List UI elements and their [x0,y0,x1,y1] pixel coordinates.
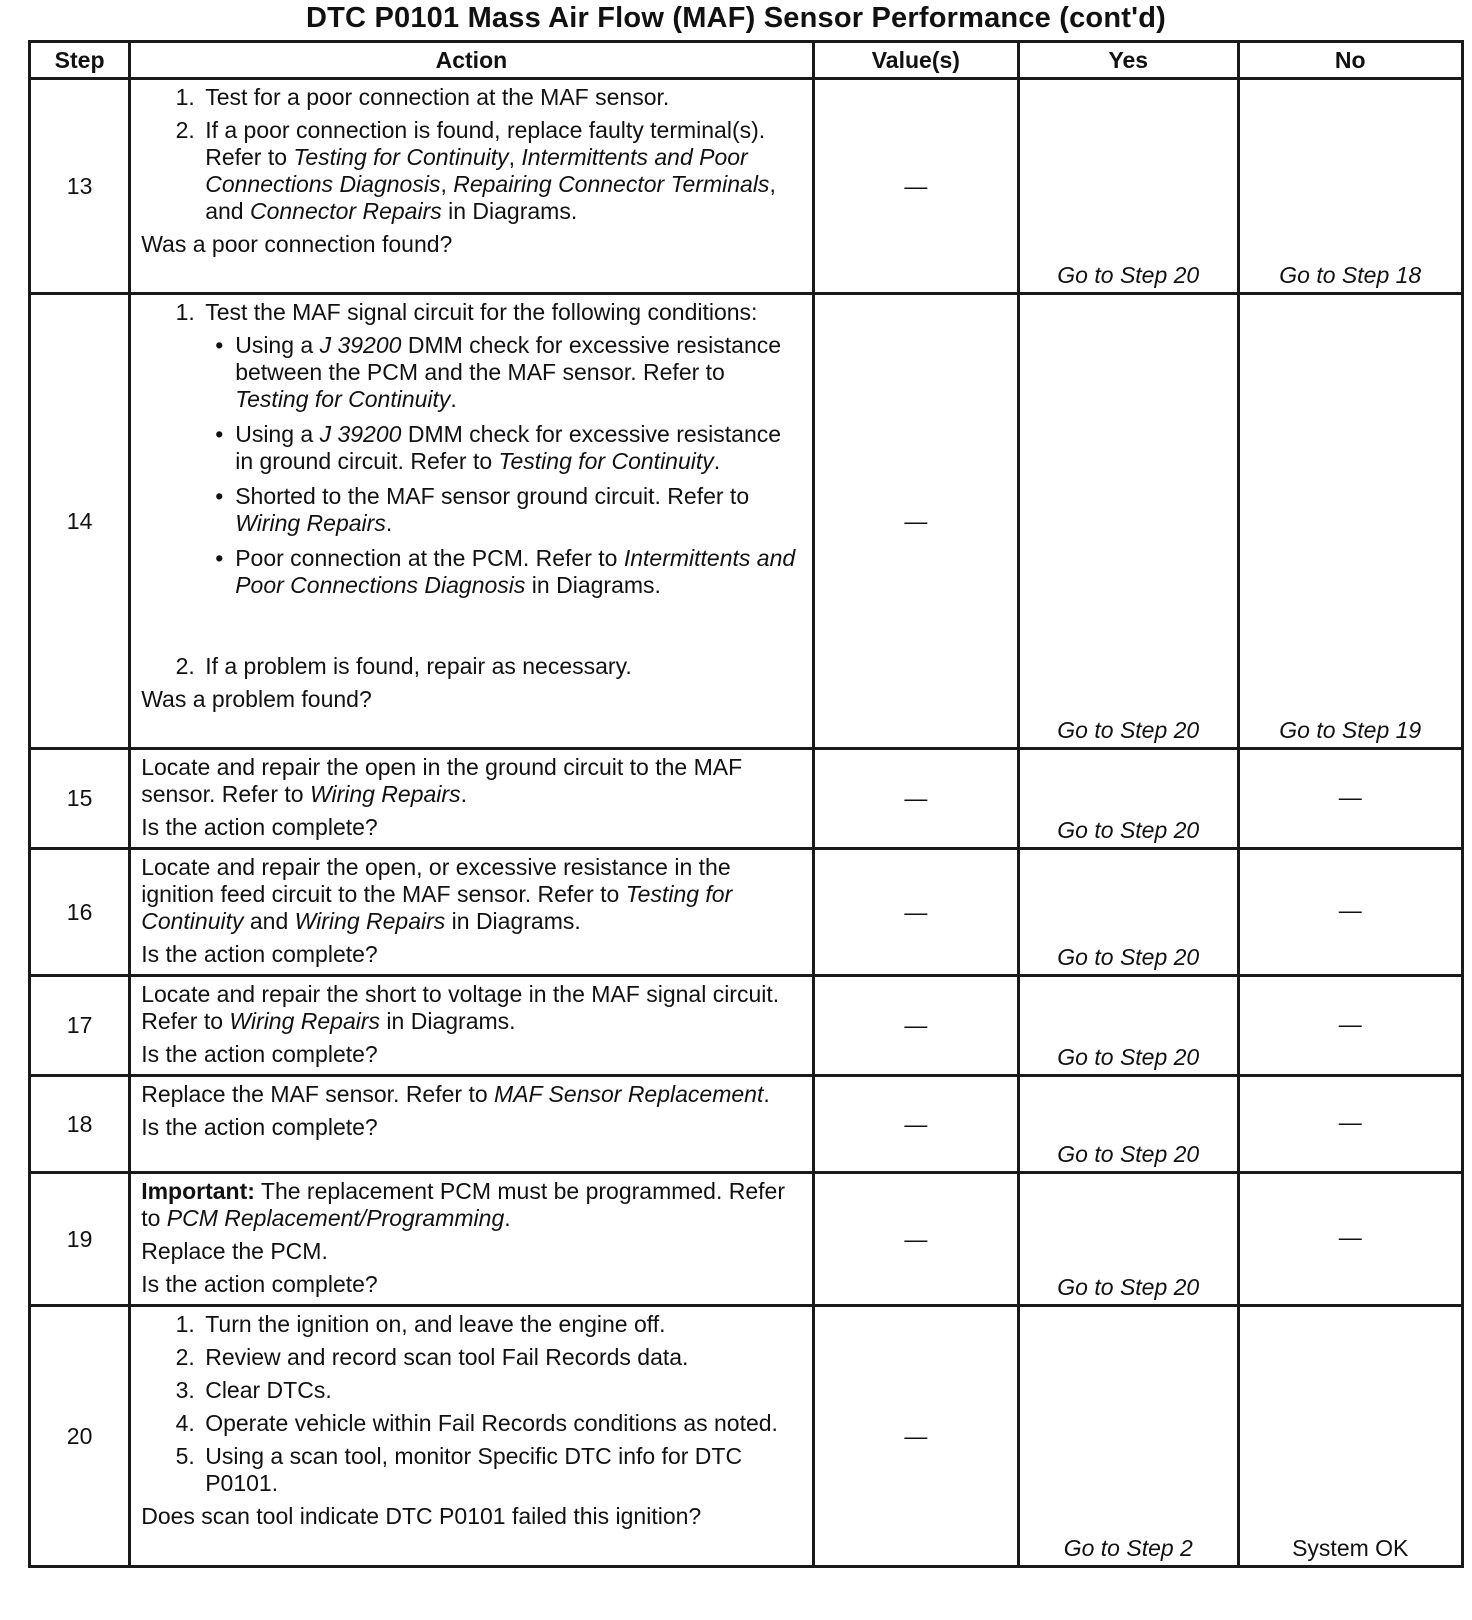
question-text: Was a poor connection found? [141,231,453,257]
yes-cell: Go to Step 20 [1019,849,1238,976]
reference-link: Repairing Connector Terminals [453,171,770,197]
action-item: 1. Test for a poor connection at the MAF sensor. [201,84,803,111]
reference-link: Testing for Continuity [498,448,714,474]
no-cell: — [1238,1173,1463,1306]
reference-link: Intermittents and Poor Connections Diagnosis [235,545,796,598]
header-values: Value(s) [813,42,1018,79]
yes-cell: Go to Step 2 [1019,1306,1238,1567]
header-yes: Yes [1019,42,1238,79]
table-row-step-18 [30,1076,1463,1173]
value-cell: — [813,79,1018,294]
question-text: Is the action complete? [141,941,378,967]
yes-cell: Go to Step 20 [1019,1076,1238,1173]
table-row-step-17 [30,976,1463,1076]
step-number: 16 [30,849,130,976]
no-cell: System OK [1238,1306,1463,1567]
action-text: Locate and repair the open, or excessive resistance in the ignition feed circuit to the MAF sensor. Refer to Testing for Continuity and Wiring Repairs in Diagrams. [141,854,733,934]
question-text: Does scan tool indicate DTC P0101 failed this ignition? [141,1503,702,1529]
question-text: Is the action complete? [141,1271,378,1297]
step-number: 14 [30,294,130,749]
reference-link: Testing for Continuity [235,386,451,412]
no-cell: — [1238,849,1463,976]
table-row-step-13 [30,79,1463,294]
action-item: 2. If a problem is found, repair as necessary. [201,653,803,680]
yes-cell: Go to Step 20 [1019,976,1238,1076]
action-item: 2. If a poor connection is found, replace faulty terminal(s). Refer to Testing for Continuity, Intermittents and Poor Connections Diagnosis, Repairing Connector Terminals, and Connector Repairs in Diagrams. [201,117,803,225]
action-text: Locate and repair the open in the ground circuit to the MAF sensor. Refer to Wiring Repairs. [141,754,743,807]
yes-cell: Go to Step 20 [1019,294,1238,749]
page-title: DTC P0101 Mass Air Flow (MAF) Sensor Performance (cont'd) [306,2,1166,34]
table-row-step-20 [30,1306,1463,1567]
action-text: Locate and repair the short to voltage in the MAF signal circuit. Refer to Wiring Repairs in Diagrams. [141,981,780,1034]
table-row-step-15 [30,749,1463,849]
yes-cell: Go to Step 20 [1019,749,1238,849]
step-number: 19 [30,1173,130,1306]
reference-link: Testing for Continuity [141,881,733,934]
value-cell: — [813,976,1018,1076]
diagnostic-table [28,40,1464,1568]
reference-link: Wiring Repairs [294,908,446,934]
action-cell [130,1076,813,1173]
question-text: Is the action complete? [141,814,378,840]
no-cell: — [1238,1076,1463,1173]
value-cell: — [813,749,1018,849]
important-note: Important: The replacement PCM must be programmed. Refer to PCM Replacement/Programming. [141,1178,785,1231]
bullet-item: • Using a J 39200 DMM check for excessive resistance between the PCM and the MAF sensor. Refer to Testing for Continuity. [235,332,803,413]
action-cell [130,1173,813,1306]
yes-cell: Go to Step 20 [1019,1173,1238,1306]
reference-link: MAF Sensor Replacement [494,1081,764,1107]
action-item: 2. Review and record scan tool Fail Records data. [201,1344,803,1371]
action-text: Replace the MAF sensor. Refer to MAF Sensor Replacement. [141,1081,770,1107]
bullet-item: • Shorted to the MAF sensor ground circuit. Refer to Wiring Repairs. [235,483,803,537]
step-number: 13 [30,79,130,294]
action-item: 5. Using a scan tool, monitor Specific DTC info for DTC P0101. [201,1443,803,1497]
question-text: Is the action complete? [141,1041,378,1067]
question-text: Was a problem found? [141,686,372,712]
action-cell [130,1306,813,1567]
header-action: Action [130,42,813,79]
bullet-item: • Poor connection at the PCM. Refer to Intermittents and Poor Connections Diagnosis in Diagrams. [235,545,803,599]
action-cell [130,79,813,294]
action-cell [130,294,813,749]
no-cell: Go to Step 19 [1238,294,1463,749]
no-cell: — [1238,749,1463,849]
action-item: 1. Turn the ignition on, and leave the engine off. [201,1311,803,1338]
step-number: 17 [30,976,130,1076]
value-cell: — [813,1173,1018,1306]
action-cell [130,849,813,976]
action-item: 4. Operate vehicle within Fail Records conditions as noted. [201,1410,803,1437]
yes-cell: Go to Step 20 [1019,79,1238,294]
table-row-step-16 [30,849,1463,976]
table-row-step-14 [30,294,1463,749]
question-text: Is the action complete? [141,1114,378,1140]
no-cell: — [1238,976,1463,1076]
value-cell: — [813,1306,1018,1567]
reference-link: PCM Replacement/Programming [166,1205,505,1231]
reference-link: Wiring Repairs [235,510,386,536]
reference-link: Testing for Continuity [293,144,509,170]
action-item: 3. Clear DTCs. [201,1377,803,1404]
value-cell: — [813,849,1018,976]
reference-link: Wiring Repairs [229,1008,381,1034]
bullet-item: • Using a J 39200 DMM check for excessive resistance in ground circuit. Refer to Testing for Continuity. [235,421,803,475]
reference-link: Connector Repairs [249,198,442,224]
header-no: No [1238,42,1463,79]
action-cell [130,976,813,1076]
reference-link: Wiring Repairs [309,781,461,807]
step-number: 20 [30,1306,130,1567]
no-cell: Go to Step 18 [1238,79,1463,294]
value-cell: — [813,1076,1018,1173]
header-step: Step [30,42,130,79]
reference-link: Intermittents and Poor Connections Diagnosis [205,144,748,197]
header-row [30,42,1463,79]
action-text: Replace the PCM. [141,1238,328,1264]
important-label: Important: [141,1178,255,1204]
action-cell [130,749,813,849]
action-item: 1. Test the MAF signal circuit for the following conditions: • Using a J 39200 DMM check for excessive resistance between the PCM and the MAF sensor. Refer to Testing for Continuity. • Using a J 39200 DMM check for excessive resistance in ground circuit. Refer to Testing for Continuity. • Shorted to the MAF sensor ground circuit. Refer to Wiring Repairs. • Poor connection at the PCM. Refer to Intermittents and Poor Connections Diagnosis in Diagrams. [201,299,803,647]
step-number: 18 [30,1076,130,1173]
value-cell: — [813,294,1018,749]
step-number: 15 [30,749,130,849]
table-row-step-19 [30,1173,1463,1306]
